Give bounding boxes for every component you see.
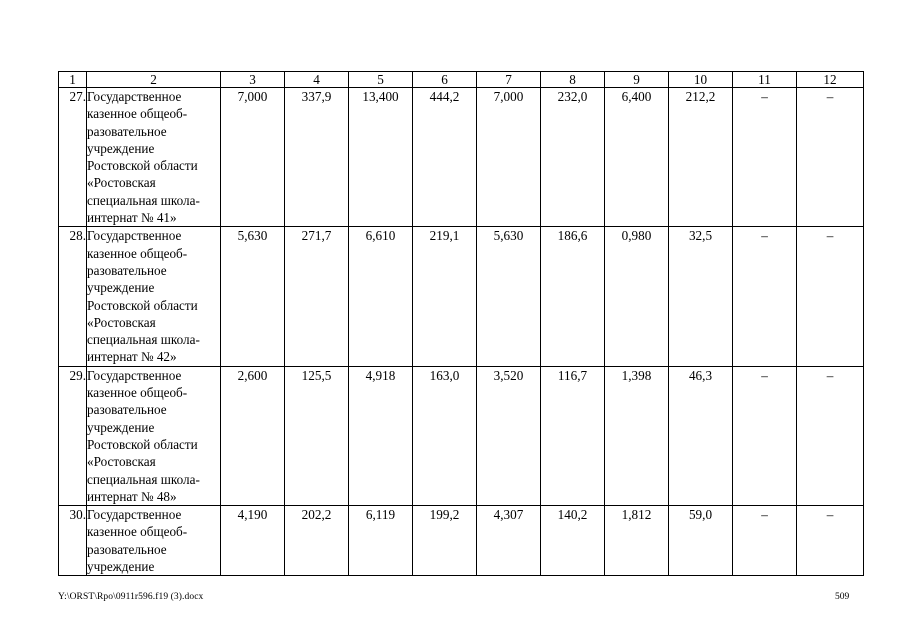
name-line: казенное общеоб-: [87, 106, 188, 122]
value-cell: 7,000: [221, 88, 285, 227]
value-cell: 1,812: [605, 506, 669, 576]
name-line: учреждение: [87, 419, 155, 435]
name-line: специальная школа-: [87, 471, 200, 487]
name-line: Государственное: [87, 367, 182, 383]
value-cell: –: [797, 88, 864, 227]
header-cell-11: 11: [733, 72, 797, 88]
name-line: специальная школа-: [87, 332, 200, 348]
header-cell-12: 12: [797, 72, 864, 88]
value-cell: 140,2: [541, 506, 605, 576]
value-cell: 232,0: [541, 88, 605, 227]
value-cell: 219,1: [413, 227, 477, 366]
name-line: «Ростовская: [87, 454, 156, 470]
value-cell: –: [733, 366, 797, 505]
name-line: учреждение: [87, 140, 155, 156]
name-line: «Ростовская: [87, 314, 156, 330]
name-line: учреждение: [87, 280, 155, 296]
value-cell: 13,400: [349, 88, 413, 227]
value-cell: 3,520: [477, 366, 541, 505]
value-cell: 116,7: [541, 366, 605, 505]
value-cell: 6,119: [349, 506, 413, 576]
name-line: Государственное: [87, 89, 182, 104]
value-cell: 125,5: [285, 366, 349, 505]
institution-name-cell: [87, 366, 221, 505]
header-cell-4: 4: [285, 72, 349, 88]
value-cell: 4,307: [477, 506, 541, 576]
value-cell: 6,400: [605, 88, 669, 227]
row-number: 29.: [59, 366, 87, 505]
value-cell: 271,7: [285, 227, 349, 366]
name-line: разовательное: [87, 123, 167, 139]
footer-file-path: Y:\ORST\Rpo\0911r596.f19 (3).docx: [58, 592, 204, 602]
row-number: 30.: [59, 506, 87, 576]
value-cell: –: [797, 506, 864, 576]
value-cell: 2,600: [221, 366, 285, 505]
header-row: [59, 72, 864, 88]
value-cell: 444,2: [413, 88, 477, 227]
table-row: [59, 88, 864, 227]
value-cell: –: [733, 88, 797, 227]
value-cell: 186,6: [541, 227, 605, 366]
header-cell-1: 1: [59, 72, 87, 88]
name-line: казенное общеоб-: [87, 524, 188, 540]
value-cell: 7,000: [477, 88, 541, 227]
name-line: Ростовской области: [87, 297, 198, 313]
name-line: разовательное: [87, 262, 167, 278]
header-cell-7: 7: [477, 72, 541, 88]
name-line: Государственное: [87, 507, 182, 523]
header-cell-2: 2: [87, 72, 221, 88]
value-cell: 202,2: [285, 506, 349, 576]
header-cell-5: 5: [349, 72, 413, 88]
value-cell: 59,0: [669, 506, 733, 576]
value-cell: 163,0: [413, 366, 477, 505]
name-line: казенное общеоб-: [87, 385, 188, 401]
name-line: Государственное: [87, 228, 182, 244]
name-line: учреждение: [87, 559, 155, 575]
value-cell: 32,5: [669, 227, 733, 366]
name-line: специальная школа-: [87, 192, 200, 208]
name-line: Ростовской области: [87, 436, 198, 452]
name-line: разовательное: [87, 541, 167, 557]
institution-name-cell: [87, 506, 221, 576]
value-cell: 337,9: [285, 88, 349, 227]
value-cell: –: [797, 227, 864, 366]
value-cell: 4,190: [221, 506, 285, 576]
header-cell-3: 3: [221, 72, 285, 88]
value-cell: 212,2: [669, 88, 733, 227]
value-cell: 0,980: [605, 227, 669, 366]
value-cell: 199,2: [413, 506, 477, 576]
table-header: [59, 72, 864, 88]
name-line: интернат № 48»: [87, 488, 177, 504]
table-row: [59, 506, 864, 576]
table-row: [59, 227, 864, 366]
value-cell: 6,610: [349, 227, 413, 366]
value-cell: 5,630: [221, 227, 285, 366]
value-cell: 1,398: [605, 366, 669, 505]
footer-page-number: 509: [835, 592, 850, 602]
name-line: Ростовской области: [87, 158, 198, 174]
value-cell: 46,3: [669, 366, 733, 505]
data-table: [58, 71, 864, 576]
value-cell: –: [797, 366, 864, 505]
name-line: «Ростовская: [87, 175, 156, 191]
name-line: интернат № 41»: [87, 210, 177, 226]
header-cell-9: 9: [605, 72, 669, 88]
value-cell: –: [733, 506, 797, 576]
name-line: интернат № 42»: [87, 349, 177, 365]
name-line: разовательное: [87, 402, 167, 418]
value-cell: 5,630: [477, 227, 541, 366]
table-row: [59, 366, 864, 505]
value-cell: 4,918: [349, 366, 413, 505]
row-number: 27.: [59, 88, 87, 227]
institution-name-cell: [87, 88, 221, 227]
header-cell-10: 10: [669, 72, 733, 88]
header-cell-6: 6: [413, 72, 477, 88]
value-cell: –: [733, 227, 797, 366]
header-cell-8: 8: [541, 72, 605, 88]
row-number: 28.: [59, 227, 87, 366]
institution-name-cell: [87, 227, 221, 366]
table-body: [59, 88, 864, 576]
name-line: казенное общеоб-: [87, 245, 188, 261]
